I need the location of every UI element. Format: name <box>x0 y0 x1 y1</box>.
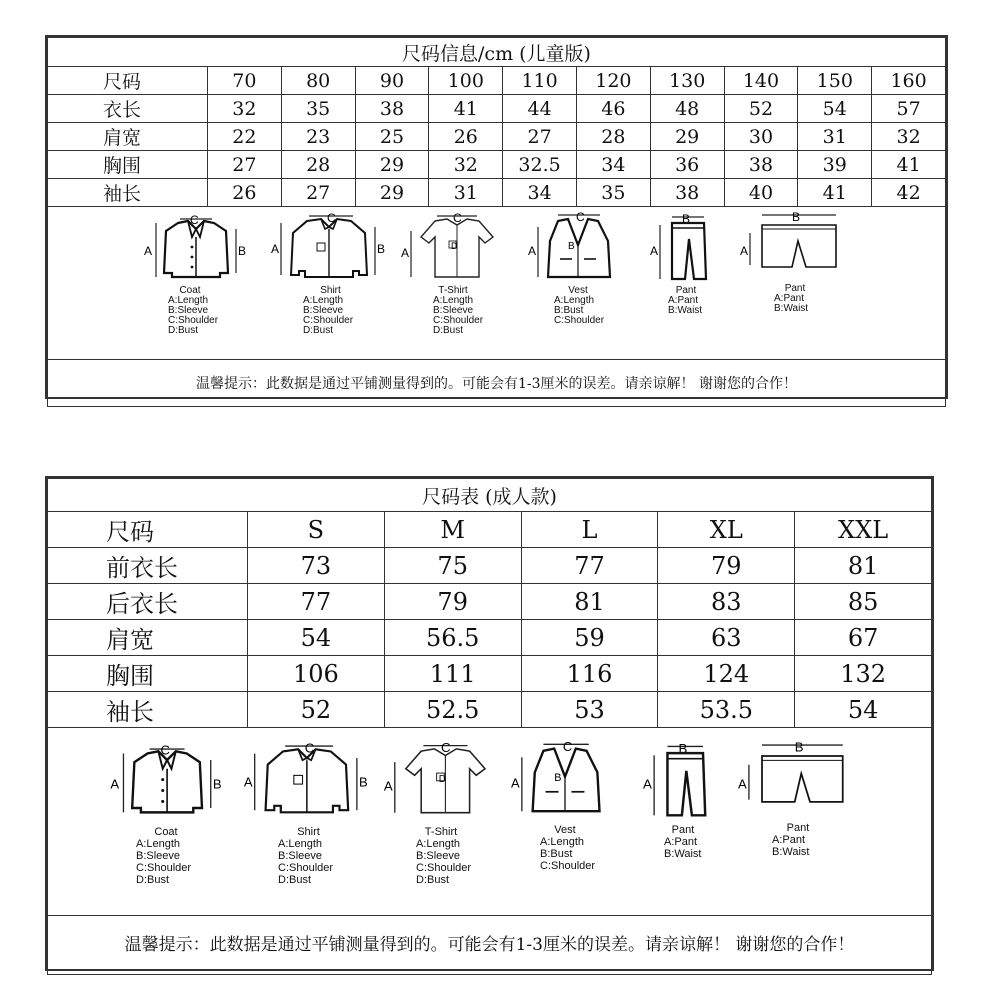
letter-a: A <box>643 776 652 792</box>
legend-item: D:Bust <box>416 874 450 886</box>
legend-item: C:Shoulder <box>540 860 596 872</box>
table-cell: 40 <box>724 179 798 207</box>
table-cell: 54 <box>795 692 932 728</box>
garment-legend <box>774 294 850 314</box>
table-cell: 57 <box>872 95 946 123</box>
table-cell: 29 <box>355 179 429 207</box>
letter-d: D <box>451 241 458 251</box>
legend-item: C:Shoulder <box>303 315 354 326</box>
letter-b: B <box>238 244 247 258</box>
legend-item: B:Waist <box>774 303 809 314</box>
shirt-icon <box>273 213 388 283</box>
table-cell: 26 <box>429 123 503 151</box>
legend-item: C:Shoulder <box>433 315 484 326</box>
letter-a: A <box>110 776 120 792</box>
legend-item: C:Shoulder <box>278 862 334 874</box>
legend-item: A:Length <box>554 295 595 306</box>
table-cell: 27 <box>503 123 577 151</box>
table-cell: 52 <box>724 95 798 123</box>
table-row <box>48 151 946 179</box>
header-cell: 120 <box>576 67 650 95</box>
table-cell: 31 <box>798 123 872 151</box>
letter-c: C <box>327 211 336 225</box>
table-cell: 48 <box>650 95 724 123</box>
table-cell: 42 <box>872 179 946 207</box>
table-cell: 41 <box>429 95 503 123</box>
letter-b: B <box>792 210 801 224</box>
table-cell: 29 <box>650 123 724 151</box>
garment-name: Vest <box>568 285 588 296</box>
table-cell: 56.5 <box>384 620 521 656</box>
letter-c: C <box>441 740 451 756</box>
garment-legend <box>168 296 250 336</box>
garment-legend <box>433 296 503 336</box>
garment-diagrams <box>48 728 931 915</box>
table-cell: 73 <box>248 548 385 584</box>
letter-b: B <box>212 776 222 792</box>
table-cell: 85 <box>795 584 932 620</box>
letter-c: C <box>190 213 199 227</box>
table-cell: 46 <box>576 95 650 123</box>
letter-b: B <box>359 774 368 790</box>
table-cell: 38 <box>355 95 429 123</box>
garment-name: Coat <box>154 826 178 838</box>
table-cell: 75 <box>384 548 521 584</box>
letter-c: C <box>160 742 170 758</box>
row-label: 袖长 <box>48 692 248 728</box>
legend-item: B:Sleeve <box>303 305 344 316</box>
header-cell: 90 <box>355 67 429 95</box>
row-label: 肩宽 <box>48 620 248 656</box>
table-cell: 83 <box>658 584 795 620</box>
garment-legend <box>303 296 388 336</box>
legend-item: A:Length <box>278 838 323 850</box>
letter-b: B <box>377 242 386 256</box>
table-row <box>48 656 932 692</box>
tshirt-icon <box>383 740 496 824</box>
table-cell: 28 <box>281 151 355 179</box>
garment-legend <box>668 296 726 316</box>
table-cell: 77 <box>248 584 385 620</box>
table-cell: 30 <box>724 123 798 151</box>
adult-note: 温馨提示：此数据是通过平铺测量得到的。可能会有1-3厘米的误差。请亲谅解！ 谢谢您的合作！ <box>48 916 932 975</box>
vest-diagram <box>528 211 628 326</box>
table-cell: 54 <box>798 95 872 123</box>
shorts-diagram <box>738 740 858 858</box>
legend-item: A:Pant <box>774 293 805 304</box>
letter-a: A <box>528 244 537 258</box>
tshirt-diagram <box>403 213 503 336</box>
table-cell: 124 <box>658 656 795 692</box>
table-cell: 39 <box>798 151 872 179</box>
row-label: 前衣长 <box>48 548 248 584</box>
table-cell: 81 <box>795 548 932 584</box>
header-cell: M <box>384 512 521 548</box>
header-cell: 130 <box>650 67 724 95</box>
garment-name: Shirt <box>320 285 341 296</box>
letter-a: A <box>243 774 253 790</box>
shirt-diagram <box>273 213 388 336</box>
legend-item: D:Bust <box>303 325 334 336</box>
letter-a: A <box>144 244 153 258</box>
garment-legend <box>278 838 371 886</box>
table-cell: 54 <box>248 620 385 656</box>
kids-note: 温馨提示：此数据是通过平铺测量得到的。可能会有1-3厘米的误差。请亲谅解！ 谢谢您的合作！ <box>48 360 946 407</box>
table-cell: 34 <box>576 151 650 179</box>
table-cell: 53.5 <box>658 692 795 728</box>
letter-c: C <box>562 738 573 754</box>
table-cell: 38 <box>724 151 798 179</box>
kids-size-table <box>45 35 948 399</box>
legend-item: A:Length <box>433 295 474 306</box>
measurement-diagram-row <box>48 207 946 360</box>
table-cell: 34 <box>503 179 577 207</box>
header-cell: 70 <box>208 67 282 95</box>
legend-item: B:Bust <box>554 305 584 316</box>
table-cell: 81 <box>521 584 658 620</box>
header-cell: 100 <box>429 67 503 95</box>
table-cell: 32 <box>429 151 503 179</box>
table-cell: 32 <box>208 95 282 123</box>
table-cell: 79 <box>658 548 795 584</box>
legend-item: C:Shoulder <box>136 862 192 874</box>
letter-b: B <box>678 741 688 757</box>
kids-table-title: 尺码信息/cm (儿童版) <box>48 38 946 67</box>
legend-item: B:Sleeve <box>168 305 209 316</box>
letter-b: B <box>568 241 575 252</box>
adult-table-title: 尺码表 (成人款) <box>48 479 932 512</box>
table-cell: 41 <box>872 151 946 179</box>
letter-c: C <box>453 211 462 225</box>
row-label: 后衣长 <box>48 584 248 620</box>
garment-legend <box>540 836 620 872</box>
table-cell: 32 <box>872 123 946 151</box>
legend-item: B:Sleeve <box>278 850 323 862</box>
garment-legend <box>136 838 226 886</box>
legend-item: A:Pant <box>664 836 698 848</box>
letter-a: A <box>740 244 749 258</box>
measurement-diagram-row <box>48 728 932 916</box>
garment-name: Pant <box>786 822 810 834</box>
legend-item: D:Bust <box>168 325 199 336</box>
row-label: 胸围 <box>48 656 248 692</box>
pant-icon <box>646 213 726 283</box>
pant-diagram <box>638 742 728 860</box>
table-cell: 35 <box>576 179 650 207</box>
table-row <box>48 179 946 207</box>
adult-size-table <box>45 476 934 971</box>
table-cell: 22 <box>208 123 282 151</box>
letter-a: A <box>383 778 393 794</box>
legend-item: B:Sleeve <box>136 850 181 862</box>
legend-item: A:Pant <box>772 834 806 846</box>
table-cell: 63 <box>658 620 795 656</box>
garment-legend <box>772 834 858 858</box>
table-row <box>48 584 932 620</box>
coat-diagram <box>106 744 226 886</box>
vest-icon <box>528 211 628 283</box>
header-cell: 160 <box>872 67 946 95</box>
table-cell: 41 <box>798 179 872 207</box>
shorts-icon <box>738 740 858 820</box>
table-cell: 67 <box>795 620 932 656</box>
row-label: 袖长 <box>48 179 208 207</box>
legend-item: A:Length <box>416 838 461 850</box>
legend-item: B:Sleeve <box>416 850 461 862</box>
legend-item: C:Shoulder <box>168 315 219 326</box>
legend-item: A:Length <box>168 295 209 306</box>
header-cell: 80 <box>281 67 355 95</box>
header-cell: 150 <box>798 67 872 95</box>
table-cell: 44 <box>503 95 577 123</box>
legend-item: D:Bust <box>433 325 464 336</box>
letter-d: D <box>438 773 446 785</box>
header-cell: S <box>248 512 385 548</box>
shorts-icon <box>740 211 850 281</box>
table-cell: 132 <box>795 656 932 692</box>
letter-a: A <box>738 776 747 792</box>
garment-legend <box>664 836 728 860</box>
garment-legend <box>554 296 628 326</box>
shirt-diagram <box>243 740 371 886</box>
table-cell: 53 <box>521 692 658 728</box>
tshirt-icon <box>403 213 503 283</box>
legend-item: B:Sleeve <box>433 305 474 316</box>
table-cell: 32.5 <box>503 151 577 179</box>
legend-item: A:Length <box>136 838 181 850</box>
table-cell: 38 <box>650 179 724 207</box>
header-cell: 140 <box>724 67 798 95</box>
table-row <box>48 95 946 123</box>
pant-diagram <box>646 213 726 316</box>
legend-item: D:Bust <box>278 874 312 886</box>
letter-c: C <box>576 210 585 224</box>
header-cell: 尺码 <box>48 67 208 95</box>
garment-name: Vest <box>554 824 576 836</box>
kids-header-row <box>48 67 946 95</box>
letter-a: A <box>401 246 410 260</box>
header-cell: XL <box>658 512 795 548</box>
letter-a: A <box>511 775 520 791</box>
legend-item: B:Waist <box>664 848 702 860</box>
table-row <box>48 548 932 584</box>
letter-b: B <box>682 212 691 226</box>
garment-name: Pant <box>675 285 697 296</box>
adult-header-row <box>48 512 932 548</box>
letter-c: C <box>304 740 315 756</box>
garment-name: Pant <box>784 283 806 294</box>
row-label: 衣长 <box>48 95 208 123</box>
letter-b: B <box>554 772 562 784</box>
garment-name: Coat <box>179 285 201 296</box>
row-label: 肩宽 <box>48 123 208 151</box>
table-cell: 35 <box>281 95 355 123</box>
row-label: 胸围 <box>48 151 208 179</box>
header-cell: 110 <box>503 67 577 95</box>
shorts-diagram <box>740 211 850 314</box>
garment-legend <box>416 838 496 886</box>
garment-name: T-Shirt <box>438 285 468 296</box>
table-cell: 26 <box>208 179 282 207</box>
header-cell: L <box>521 512 658 548</box>
table-cell: 36 <box>650 151 724 179</box>
vest-icon <box>510 740 620 822</box>
table-cell: 28 <box>576 123 650 151</box>
table-row <box>48 123 946 151</box>
table-cell: 52.5 <box>384 692 521 728</box>
garment-name: Shirt <box>297 826 320 838</box>
table-cell: 31 <box>429 179 503 207</box>
garment-name: Pant <box>671 824 695 836</box>
garment-diagrams <box>48 207 945 359</box>
coat-diagram <box>140 215 250 336</box>
table-cell: 27 <box>208 151 282 179</box>
shirt-icon <box>243 740 371 824</box>
letter-a: A <box>650 244 659 258</box>
header-cell: XXL <box>795 512 932 548</box>
pant-icon <box>638 742 728 822</box>
legend-item: C:Shoulder <box>416 862 472 874</box>
garment-name: T-Shirt <box>424 826 458 838</box>
vest-diagram <box>510 740 620 872</box>
table-cell: 77 <box>521 548 658 584</box>
legend-item: A:Pant <box>668 295 699 306</box>
legend-item: D:Bust <box>136 874 170 886</box>
legend-item: B:Waist <box>668 305 703 316</box>
coat-icon <box>140 215 250 283</box>
table-cell: 79 <box>384 584 521 620</box>
letter-a: A <box>271 242 280 256</box>
legend-item: B:Waist <box>772 846 810 858</box>
table-cell: 25 <box>355 123 429 151</box>
table-cell: 59 <box>521 620 658 656</box>
table-cell: 116 <box>521 656 658 692</box>
table-row <box>48 692 932 728</box>
table-cell: 106 <box>248 656 385 692</box>
coat-icon <box>106 744 226 824</box>
table-cell: 111 <box>384 656 521 692</box>
table-row <box>48 620 932 656</box>
table-cell: 27 <box>281 179 355 207</box>
table-cell: 29 <box>355 151 429 179</box>
legend-item: A:Length <box>303 295 344 306</box>
tshirt-diagram <box>383 740 496 886</box>
legend-item: A:Length <box>540 836 585 848</box>
legend-item: B:Bust <box>540 848 573 860</box>
letter-b: B <box>794 739 804 755</box>
legend-item: C:Shoulder <box>554 315 605 326</box>
table-cell: 52 <box>248 692 385 728</box>
header-cell: 尺码 <box>48 512 248 548</box>
table-cell: 23 <box>281 123 355 151</box>
